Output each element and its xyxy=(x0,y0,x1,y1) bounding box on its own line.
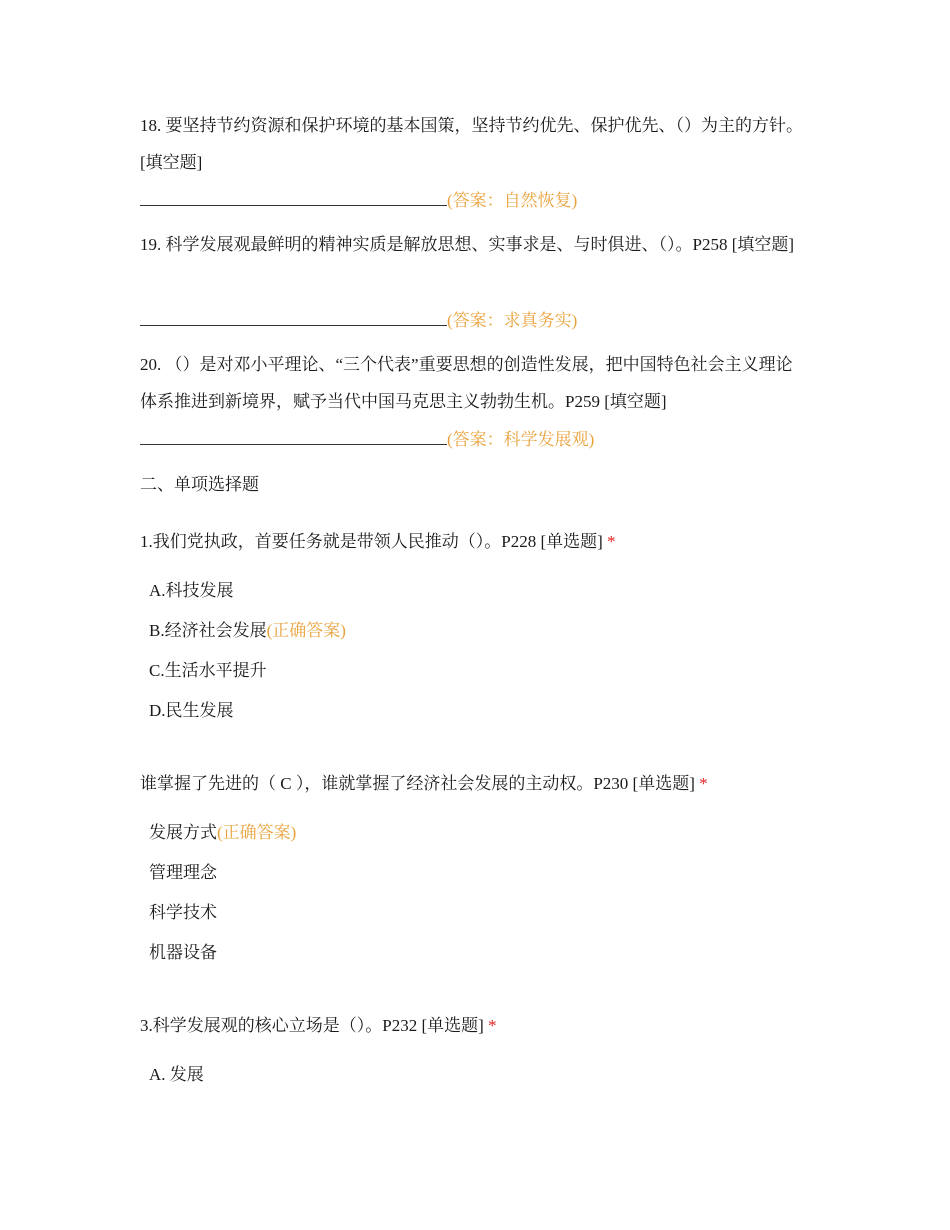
choice-question-2 xyxy=(140,765,805,802)
question-text: 1.我们党执政，首要任务就是带领人民推动（）。P228 [单选题] xyxy=(140,532,603,551)
option-label: A.科技发展 xyxy=(149,581,234,600)
required-mark: * xyxy=(488,1016,497,1035)
option-label: 管理理念 xyxy=(149,863,217,882)
answer-blank[interactable] xyxy=(140,427,447,445)
required-mark: * xyxy=(607,532,616,551)
question-text: 18. 要坚持节约资源和保护环境的基本国策，坚持节约优先、保护优先、（）为主的方针。 [填空题] xyxy=(140,116,803,172)
answer-line-20 xyxy=(140,425,594,450)
option-2a[interactable] xyxy=(149,818,296,843)
option-label: 机器设备 xyxy=(149,943,217,962)
choice-question-1 xyxy=(140,523,805,560)
question-text: 3.科学发展观的核心立场是（）。P232 [单选题] xyxy=(140,1016,484,1035)
answer-line-18 xyxy=(140,186,577,211)
correct-answer-tag: (正确答案) xyxy=(266,621,346,640)
section-title: 二、单项选择题 xyxy=(140,475,259,494)
option-label: 科学技术 xyxy=(149,903,217,922)
fill-question-18 xyxy=(140,107,805,181)
option-1a[interactable] xyxy=(149,576,234,601)
correct-answer-tag: (正确答案) xyxy=(217,823,297,842)
question-text: 谁掌握了先进的（ C ），谁就掌握了经济社会发展的主动权。P230 [单选题] xyxy=(140,774,695,793)
option-2c[interactable] xyxy=(149,898,217,923)
question-text: 19. 科学发展观最鲜明的精神实质是解放思想、实事求是、与时俱进、（）。P258 [填空题] xyxy=(140,235,795,254)
fill-question-19 xyxy=(140,226,805,263)
option-3a[interactable] xyxy=(149,1060,204,1085)
choice-question-3 xyxy=(140,1007,805,1044)
option-label: C.生活水平提升 xyxy=(149,661,267,680)
answer-line-19 xyxy=(140,306,577,331)
required-mark: * xyxy=(699,774,708,793)
option-1c[interactable] xyxy=(149,656,267,681)
option-label: 发展方式 xyxy=(149,823,217,842)
question-text: 20. （）是对邓小平理论、“三个代表”重要思想的创造性发展，把中国特色社会主义理论体系推进到新境界，赋予当代中国马克思主义勃勃生机。P259 [填空题] xyxy=(140,355,793,411)
option-1b[interactable] xyxy=(149,616,346,641)
option-1d[interactable] xyxy=(149,696,234,721)
option-label: A. 发展 xyxy=(149,1065,204,1084)
option-2b[interactable] xyxy=(149,858,217,883)
answer-hint: (答案：科学发展观) xyxy=(447,430,595,449)
answer-hint: (答案：自然恢复) xyxy=(447,191,578,210)
option-2d[interactable] xyxy=(149,938,217,963)
option-label: B.经济社会发展 xyxy=(149,621,267,640)
answer-blank[interactable] xyxy=(140,308,447,326)
option-label: D.民生发展 xyxy=(149,701,234,720)
answer-hint: (答案：求真务实) xyxy=(447,311,578,330)
answer-blank[interactable] xyxy=(140,188,447,206)
fill-question-20 xyxy=(140,346,805,420)
